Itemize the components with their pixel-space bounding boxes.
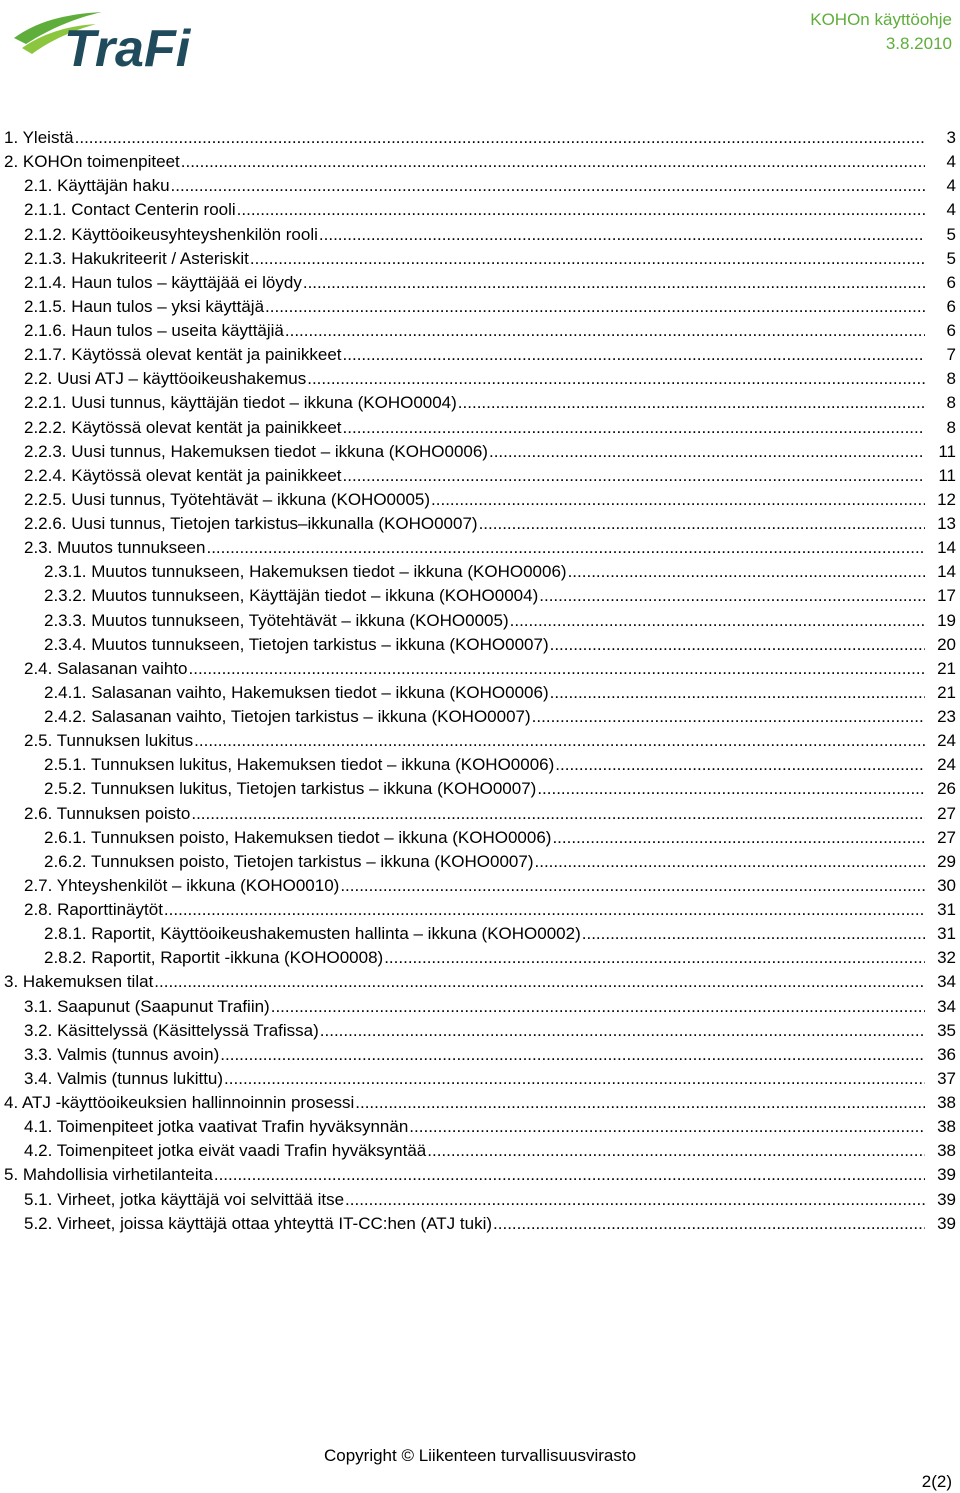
toc-dot-leader: [568, 560, 925, 584]
toc-entry-page: 19: [937, 610, 956, 630]
footer-page-number: 2(2): [921, 1472, 952, 1491]
toc-dot-leader: [535, 850, 926, 874]
toc-entry[interactable]: [0, 995, 960, 1019]
toc-entry-page: 3: [946, 128, 956, 148]
toc-dot-leader: [206, 536, 925, 560]
toc-entry[interactable]: [0, 777, 960, 801]
toc-entry-label: 2.7. Yhteyshenkilöt – ikkuna (KOHO0010): [24, 875, 340, 895]
toc-entry[interactable]: [0, 416, 960, 440]
toc-dot-leader: [171, 174, 925, 198]
toc-entry-label: 2.5.1. Tunnuksen lukitus, Hakemuksen tiedot – ikkuna (KOHO0006): [44, 755, 555, 775]
table-of-contents: [0, 126, 960, 1236]
toc-entry-label: 3.1. Saapunut (Saapunut Trafiin): [24, 996, 270, 1016]
toc-entry-page: 14: [937, 538, 956, 558]
toc-dot-leader: [431, 488, 925, 512]
toc-entry-label: 2.1.4. Haun tulos – käyttäjää ei löydy: [24, 272, 302, 292]
toc-entry[interactable]: [0, 319, 960, 343]
document-date: 3.8.2010: [885, 34, 952, 53]
page-header: [0, 0, 960, 100]
toc-entry[interactable]: [0, 1163, 960, 1187]
toc-dot-leader: [552, 826, 925, 850]
toc-entry-page: 27: [937, 827, 956, 847]
toc-dot-leader: [555, 753, 925, 777]
toc-dot-leader: [550, 681, 925, 705]
toc-entry[interactable]: [0, 367, 960, 391]
toc-entry-page: 6: [946, 296, 956, 316]
toc-entry[interactable]: [0, 970, 960, 994]
toc-dot-leader: [220, 1043, 925, 1067]
toc-entry-label: 2.2. Uusi ATJ – käyttöoikeushakemus: [24, 369, 307, 389]
toc-dot-leader: [427, 1139, 925, 1163]
toc-entry-page: 38: [937, 1141, 956, 1161]
toc-dot-leader: [458, 391, 925, 415]
toc-dot-leader: [285, 319, 925, 343]
toc-entry-label: 2.2.3. Uusi tunnus, Hakemuksen tiedot – ikkuna (KOHO0006): [24, 441, 488, 461]
toc-entry[interactable]: [0, 826, 960, 850]
toc-entry-page: 6: [946, 272, 956, 292]
toc-entry[interactable]: [0, 247, 960, 271]
toc-entry-page: 13: [937, 514, 956, 534]
toc-entry-page: 39: [937, 1213, 956, 1233]
toc-dot-leader: [537, 777, 925, 801]
toc-entry[interactable]: [0, 295, 960, 319]
toc-entry-page: 36: [937, 1044, 956, 1064]
toc-entry-page: 14: [937, 562, 956, 582]
toc-entry-page: 31: [937, 900, 956, 920]
toc-entry-page: 17: [937, 586, 956, 606]
toc-entry[interactable]: [0, 1043, 960, 1067]
toc-entry[interactable]: [0, 440, 960, 464]
toc-dot-leader: [181, 150, 925, 174]
toc-dot-leader: [265, 295, 925, 319]
toc-dot-leader: [320, 1019, 925, 1043]
toc-entry[interactable]: [0, 126, 960, 150]
toc-entry-label: 2.2.1. Uusi tunnus, käyttäjän tiedot – ikkuna (KOHO0004): [24, 393, 457, 413]
toc-dot-leader: [194, 729, 925, 753]
toc-entry-label: 2.6.2. Tunnuksen poisto, Tietojen tarkistus – ikkuna (KOHO0007): [44, 851, 534, 871]
toc-entry-page: 34: [937, 972, 956, 992]
toc-entry-page: 6: [946, 321, 956, 341]
toc-entry[interactable]: [0, 174, 960, 198]
toc-entry-label: 2.2.6. Uusi tunnus, Tietojen tarkistus–ikkunalla (KOHO0007): [24, 514, 478, 534]
toc-entry-label: 2.5. Tunnuksen lukitus: [24, 731, 194, 751]
toc-dot-leader: [343, 416, 925, 440]
toc-entry-label: 2.1.1. Contact Centerin rooli: [24, 200, 236, 220]
toc-entry-page: 11: [938, 441, 956, 461]
toc-entry[interactable]: [0, 512, 960, 536]
toc-dot-leader: [345, 1188, 925, 1212]
svg-text:TraFi: TraFi: [64, 20, 191, 78]
toc-entry[interactable]: [0, 609, 960, 633]
toc-entry[interactable]: [0, 633, 960, 657]
toc-entry-label: 2.8. Raporttinäytöt: [24, 900, 163, 920]
toc-entry[interactable]: [0, 681, 960, 705]
toc-dot-leader: [307, 367, 925, 391]
toc-entry-label: 3.4. Valmis (tunnus lukittu): [24, 1068, 224, 1088]
toc-entry-page: 24: [937, 731, 956, 751]
toc-entry-page: 5: [946, 224, 956, 244]
toc-entry-label: 2.1.6. Haun tulos – useita käyttäjiä: [24, 321, 284, 341]
toc-entry-label: 4. ATJ -käyttöoikeuksien hallinnoinnin prosessi: [4, 1093, 355, 1113]
toc-dot-leader: [539, 584, 925, 608]
toc-entry-page: 12: [937, 489, 956, 509]
toc-entry-page: 23: [937, 707, 956, 727]
toc-entry[interactable]: [0, 343, 960, 367]
toc-entry-label: 2.2.5. Uusi tunnus, Työtehtävät – ikkuna (KOHO0005): [24, 489, 431, 509]
toc-entry-label: 2.1. Käyttäjän haku: [24, 176, 170, 196]
toc-entry-page: 4: [946, 200, 956, 220]
toc-dot-leader: [154, 970, 925, 994]
toc-entry-label: 2.4. Salasanan vaihto: [24, 658, 188, 678]
toc-entry-page: 30: [937, 875, 956, 895]
toc-entry-label: 2.1.5. Haun tulos – yksi käyttäjä: [24, 296, 265, 316]
toc-entry-page: 35: [937, 1020, 956, 1040]
toc-entry[interactable]: [0, 150, 960, 174]
toc-dot-leader: [550, 633, 925, 657]
toc-entry[interactable]: [0, 898, 960, 922]
toc-entry-label: 5.1. Virheet, jotka käyttäjä voi selvittää itse: [24, 1189, 345, 1209]
toc-entry[interactable]: [0, 1188, 960, 1212]
toc-dot-leader: [319, 223, 925, 247]
document-title: KOHOn käyttöohje: [810, 10, 952, 29]
toc-dot-leader: [214, 1163, 925, 1187]
toc-entry[interactable]: [0, 464, 960, 488]
toc-entry-page: 31: [937, 924, 956, 944]
toc-entry[interactable]: [0, 1019, 960, 1043]
toc-entry-label: 1. Yleistä: [4, 128, 74, 148]
toc-entry-label: 2.5.2. Tunnuksen lukitus, Tietojen tarkistus – ikkuna (KOHO0007): [44, 779, 537, 799]
toc-entry-label: 2.1.2. Käyttöoikeusyhteyshenkilön rooli: [24, 224, 318, 244]
toc-entry-label: 4.1. Toimenpiteet jotka vaativat Trafin hyväksynnän: [24, 1117, 409, 1137]
toc-entry[interactable]: [0, 922, 960, 946]
toc-dot-leader: [510, 609, 925, 633]
toc-entry[interactable]: [0, 1139, 960, 1163]
toc-entry-label: 2.2.4. Käytössä olevat kentät ja painikkeet: [24, 465, 342, 485]
toc-entry-page: 8: [946, 369, 956, 389]
toc-entry[interactable]: [0, 584, 960, 608]
toc-dot-leader: [237, 198, 925, 222]
toc-entry[interactable]: [0, 705, 960, 729]
toc-entry-label: 5. Mahdollisia virhetilanteita: [4, 1165, 213, 1185]
toc-entry-label: 5.2. Virheet, joissa käyttäjä ottaa yhteyttä IT-CC:hen (ATJ tuki): [24, 1213, 493, 1233]
toc-entry-page: 34: [937, 996, 956, 1016]
toc-dot-leader: [250, 247, 925, 271]
toc-dot-leader: [479, 512, 925, 536]
toc-entry-label: 2.4.1. Salasanan vaihto, Hakemuksen tiedot – ikkuna (KOHO0006): [44, 682, 549, 702]
toc-entry-label: 2.1.3. Hakukriteerit / Asteriskit: [24, 248, 249, 268]
toc-entry-page: 8: [946, 393, 956, 413]
toc-entry-page: 7: [946, 345, 956, 365]
toc-entry-label: 2.8.2. Raportit, Raportit -ikkuna (KOHO0008): [44, 948, 384, 968]
toc-dot-leader: [409, 1115, 925, 1139]
toc-dot-leader: [303, 271, 925, 295]
toc-entry-label: 2.6.1. Tunnuksen poisto, Hakemuksen tiedot – ikkuna (KOHO0006): [44, 827, 552, 847]
toc-entry-page: 32: [937, 948, 956, 968]
toc-entry[interactable]: [0, 271, 960, 295]
toc-entry-label: 3.2. Käsittelyssä (Käsittelyssä Trafissa): [24, 1020, 319, 1040]
toc-entry-page: 26: [937, 779, 956, 799]
toc-entry-label: 2.3.2. Muutos tunnukseen, Käyttäjän tiedot – ikkuna (KOHO0004): [44, 586, 539, 606]
toc-entry[interactable]: [0, 874, 960, 898]
toc-entry-label: 2.3.1. Muutos tunnukseen, Hakemuksen tiedot – ikkuna (KOHO0006): [44, 562, 567, 582]
toc-entry-page: 39: [937, 1189, 956, 1209]
toc-dot-leader: [191, 802, 925, 826]
toc-dot-leader: [582, 922, 925, 946]
toc-entry[interactable]: [0, 946, 960, 970]
toc-entry-label: 2.3.3. Muutos tunnukseen, Työtehtävät – ikkuna (KOHO0005): [44, 610, 509, 630]
toc-entry[interactable]: [0, 198, 960, 222]
document-meta: [810, 8, 952, 56]
toc-entry-page: 21: [937, 682, 956, 702]
footer-copyright: Copyright © Liikenteen turvallisuusvirasto: [323, 1446, 637, 1465]
toc-entry-page: 37: [937, 1068, 956, 1088]
toc-dot-leader: [224, 1067, 925, 1091]
toc-entry-page: 20: [937, 634, 956, 654]
toc-entry-page: 38: [937, 1117, 956, 1137]
toc-entry-page: 27: [937, 803, 956, 823]
toc-dot-leader: [343, 343, 925, 367]
toc-entry-label: 3.3. Valmis (tunnus avoin): [24, 1044, 220, 1064]
toc-entry-page: 38: [937, 1093, 956, 1113]
toc-entry[interactable]: [0, 1091, 960, 1115]
toc-entry[interactable]: [0, 536, 960, 560]
toc-entry[interactable]: [0, 850, 960, 874]
toc-entry-page: 11: [938, 465, 956, 485]
toc-entry-label: 2.6. Tunnuksen poisto: [24, 803, 191, 823]
toc-dot-leader: [189, 657, 925, 681]
toc-dot-leader: [384, 946, 925, 970]
toc-entry-label: 2.8.1. Raportit, Käyttöoikeushakemusten hallinta – ikkuna (KOHO0002): [44, 924, 581, 944]
toc-entry-label: 2.3.4. Muutos tunnukseen, Tietojen tarkistus – ikkuna (KOHO0007): [44, 634, 549, 654]
toc-entry[interactable]: [0, 1115, 960, 1139]
toc-entry-page: 21: [937, 658, 956, 678]
toc-entry-page: 29: [937, 851, 956, 871]
toc-dot-leader: [340, 874, 925, 898]
toc-dot-leader: [489, 440, 925, 464]
toc-entry[interactable]: [0, 753, 960, 777]
toc-dot-leader: [343, 464, 925, 488]
toc-entry[interactable]: [0, 657, 960, 681]
toc-entry-label: 3. Hakemuksen tilat: [4, 972, 154, 992]
toc-entry[interactable]: [0, 729, 960, 753]
toc-entry-label: 2.2.2. Käytössä olevat kentät ja painikkeet: [24, 417, 342, 437]
toc-entry-page: 8: [946, 417, 956, 437]
toc-entry[interactable]: [0, 223, 960, 247]
toc-entry-page: 4: [946, 152, 956, 172]
toc-entry-label: 2.1.7. Käytössä olevat kentät ja painikkeet: [24, 345, 342, 365]
toc-dot-leader: [355, 1091, 925, 1115]
toc-dot-leader: [75, 126, 925, 150]
toc-dot-leader: [493, 1212, 925, 1236]
toc-dot-leader: [164, 898, 925, 922]
trafi-logo: [6, 4, 236, 84]
toc-entry-label: 4.2. Toimenpiteet jotka eivät vaadi Trafin hyväksyntää: [24, 1141, 427, 1161]
toc-entry[interactable]: [0, 391, 960, 415]
toc-entry-label: 2.4.2. Salasanan vaihto, Tietojen tarkistus – ikkuna (KOHO0007): [44, 707, 531, 727]
toc-entry-label: 2.3. Muutos tunnukseen: [24, 538, 206, 558]
toc-entry[interactable]: [0, 1212, 960, 1236]
toc-dot-leader: [271, 995, 925, 1019]
toc-entry-page: 4: [946, 176, 956, 196]
toc-entry-page: 24: [937, 755, 956, 775]
toc-entry[interactable]: [0, 802, 960, 826]
toc-entry[interactable]: [0, 1067, 960, 1091]
toc-entry[interactable]: [0, 488, 960, 512]
toc-entry[interactable]: [0, 560, 960, 584]
toc-dot-leader: [532, 705, 925, 729]
toc-entry-page: 39: [937, 1165, 956, 1185]
toc-entry-label: 2. KOHOn toimenpiteet: [4, 152, 180, 172]
toc-entry-page: 5: [946, 248, 956, 268]
